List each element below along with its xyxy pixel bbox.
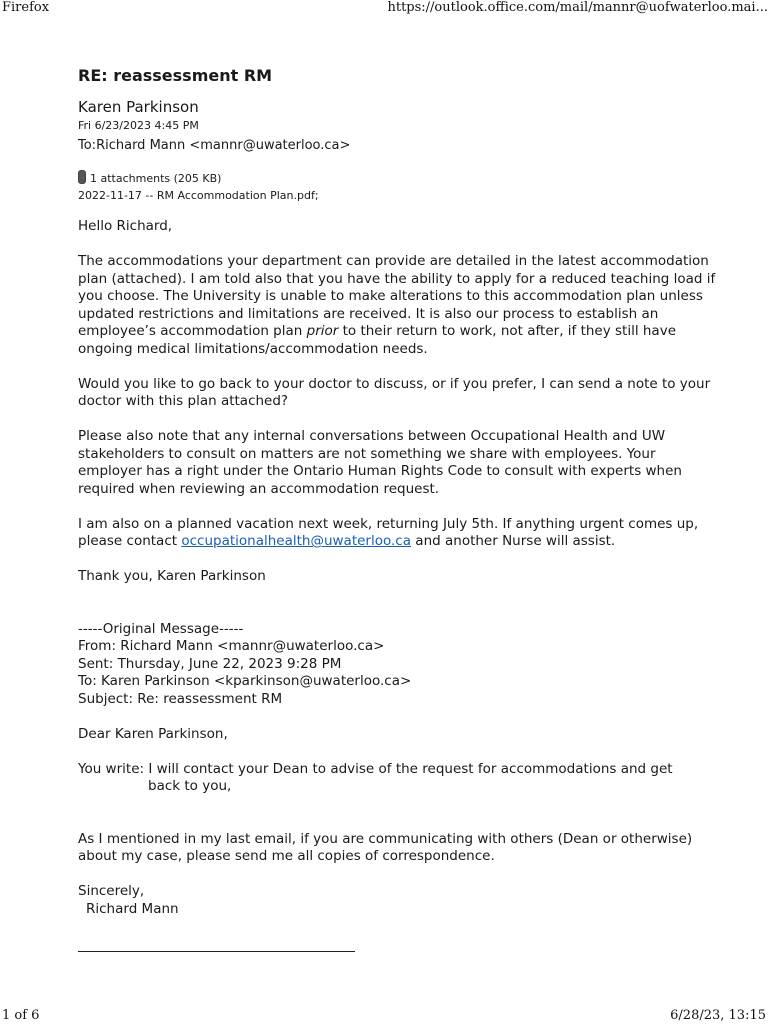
original-to: To: Karen Parkinson <kparkinson@uwaterloo.ca> (78, 673, 412, 689)
original-greeting: Dear Karen Parkinson, (78, 725, 228, 742)
original-from: From: Richard Mann <mannr@uwaterloo.ca> (78, 638, 385, 654)
attachment-name[interactable]: 2022-11-17 -- RM Accommodation Plan.pdf; (78, 189, 319, 202)
paragraph-accommodations (78, 253, 718, 358)
original-paragraph: As I mentioned in my last email, if you are communicating with others (Dean or otherwise) about my case, please send me all copies of correspondence. (78, 830, 693, 864)
paragraph-text: and another Nurse will assist. (411, 533, 616, 549)
original-sent: Sent: Thursday, June 22, 2023 9:28 PM (78, 655, 342, 672)
original-quote (78, 761, 718, 796)
paragraph-text: to their return to work, not after, if they still have ongoing medical limitations/accommodation needs. (78, 323, 677, 357)
signoff: Sincerely, (78, 883, 145, 899)
paperclip-icon (78, 170, 86, 184)
original-message-header (78, 621, 718, 709)
emphasis-text: prior (306, 323, 339, 339)
paragraph-text: I am also on a planned vacation next week, returning July 5th. If anything urgent comes up, please contact (78, 515, 699, 549)
email-subject: RE: reassessment RM (78, 66, 273, 85)
original-marker: -----Original Message----- (78, 620, 244, 637)
attachments-summary (78, 170, 718, 187)
paragraph-text: The accommodations your department can provide are detailed in the latest accommodation plan (attached). I am told also that you have the ability to apply for a reduced teaching load if you choose. The University is unable to make alterations to this accommodation plan unless updated restrictions and limitations are received. It is also our process to establish an employee’s accommodation plan (78, 253, 716, 339)
email-link[interactable]: occupationalhealth@uwaterloo.ca (181, 533, 412, 549)
print-header (0, 0, 770, 18)
recipient-line: To:Richard Mann <mannr@uwaterloo.ca> (78, 138, 351, 153)
paragraph-doctor: Would you like to go back to your doctor to discuss, or if you prefer, I can send a note to your doctor with this plan attached? (78, 375, 711, 409)
signature-name: Richard Mann (86, 900, 179, 917)
email-message (78, 66, 718, 952)
page-url: https://outlook.office.com/mail/mannr@uofwaterloo.mai... (387, 0, 768, 15)
greeting: Hello Richard, (78, 218, 173, 234)
quote-line: back to you, (148, 778, 232, 794)
closing: Thank you, Karen Parkinson (78, 568, 266, 584)
attachments-count: 1 attachments (205 KB) (90, 172, 222, 185)
browser-name: Firefox (2, 0, 50, 15)
sent-date: Fri 6/23/2023 4:45 PM (78, 119, 199, 132)
original-signature (78, 883, 718, 918)
quote-line: You write: I will contact your Dean to advise of the request for accommodations and get (78, 760, 673, 777)
email-body (78, 218, 718, 952)
print-footer (0, 1008, 770, 1026)
divider (78, 951, 355, 952)
paragraph-vacation (78, 516, 718, 551)
sender-name: Karen Parkinson (78, 98, 199, 116)
original-subject: Subject: Re: reassessment RM (78, 690, 283, 707)
paragraph-consult: Please also note that any internal conversations between Occupational Health and UW stakeholders to consult on matters are not something we share with employees. Your employer has a right under the Ontario Human Rights Code to consult with experts when required when reviewing an accommodation request. (78, 428, 682, 497)
page-number: 1 of 6 (2, 1008, 40, 1023)
print-datetime: 6/28/23, 13:15 (670, 1008, 766, 1023)
